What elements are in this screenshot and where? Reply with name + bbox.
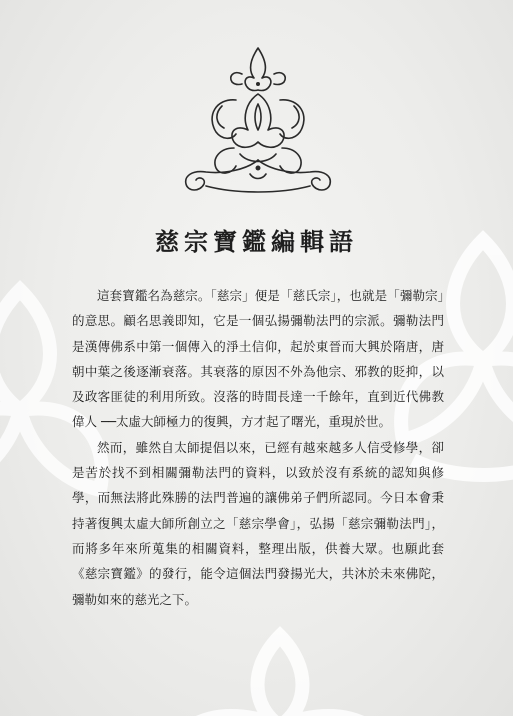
body-text xyxy=(72,283,444,612)
lotus-watermark-icon xyxy=(150,616,410,716)
page-title: 慈宗寶鑑編輯語 xyxy=(155,227,358,256)
paragraph: 然而，雖然自太師提倡以來，已經有越來越多人信受修學，卻是苦於找不到相關彌勒法門的資料，以致於沒有系統的認知與修學，而無法將此殊勝的法門普遍的讓佛弟子們所認同。今日本會秉持著復興太虛大師所創立之「慈宗學會」，弘揚「慈宗彌勒法門」，而將多年來所蒐集的相關資料，整理出版，供養大眾。也願此套《慈宗寶鑑》的發行，能令這個法門發揚光大，共沐於未來佛陀，彌勒如來的慈光之下。 xyxy=(72,439,444,607)
paragraph: 這套寶鑑名為慈宗。「慈宗」便是「慈氏宗」，也就是「彌勒宗」的意思。顧名思義即知，它是一個弘揚彌勒法門的宗派。彌勒法門是漢傳佛系中第一個傳入的淨土信仰，起於東晉而大興於隋唐，唐朝中葉之後逐漸衰落。其衰落的原因不外為他宗、邪教的貶抑，以及政客匪徒的利用所致。沒落的時間長達一千餘年，直到近代佛教偉人 ──太虛大師極力的復興，方才起了曙光，重現於世。 xyxy=(72,288,444,430)
lotus-ornament-icon xyxy=(176,44,340,196)
